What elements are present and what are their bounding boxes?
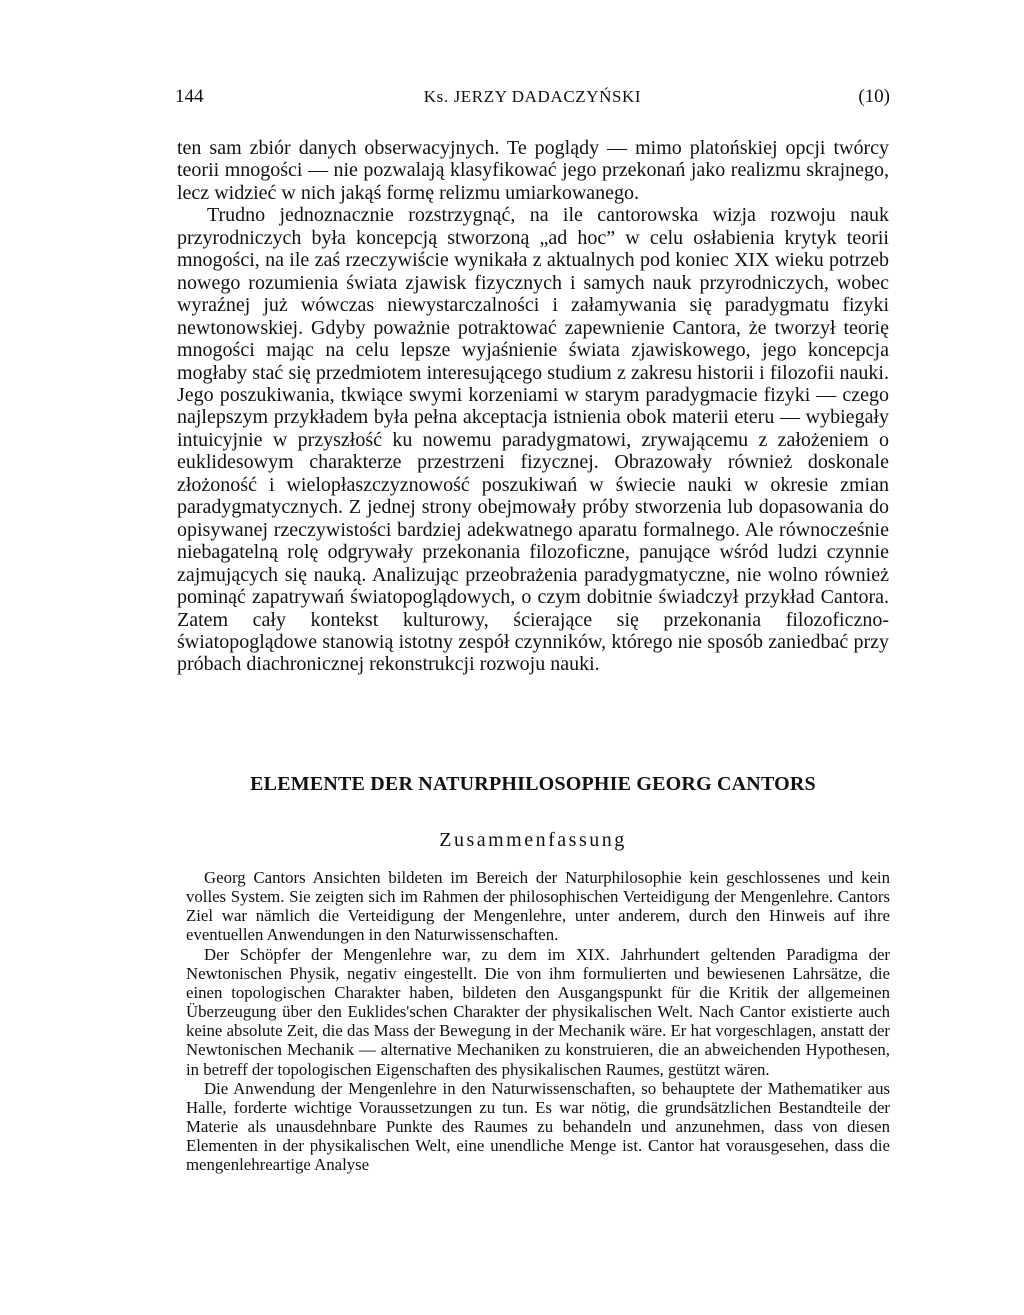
summary-paragraph: Der Schöpfer der Mengenlehre war, zu dem im XIX. Jahrhundert geltenden Paradigma der Newtonischen Physik, negativ eingestellt. Die von ihm formulierten und bewiesenen Lahrsätze, die einen topologischen Charakter haben, bildeten den Ausgangspunkt für die Kritik der allgemeinen Überzeugung über den Euklides'schen Charakter der physikalischen Welt. Nach Cantor existierte auch keine absolute Zeit, die das Mass der Bewegung in der Mechanik wäre. Er hat vorgeschlagen, anstatt der Newtonischen Mechanik — alternative Mechaniken zu konstruieren, die an abweichenden Hypothesen, in betreff der topologischen Eigenschaften des physikalischen Raumes, gestützt wären. [186,944,890,1079]
body-paragraph: Trudno jednoznacznie rozstrzygnąć, na ile cantorowska wizja rozwoju nauk przyrodniczych była koncepcją stworzoną „ad hoc” w celu osłabienia krytyk teorii mnogości, na ile zaś rzeczywiście wynikała z aktualnych pod koniec XIX wieku potrzeb nowego rozumienia świata zjawisk fizycznych i samych nauk przyrodniczych, wobec wyraźnej już wówczas niewystarczalności i załamywania się paradygmatu fizyki newtonowskiej. Gdyby poważnie potraktować zapewnienie Cantora, że tworzył teorię mnogości mając na celu lepsze wyjaśnienie świata zjawiskowego, jego koncepcja mogłaby stać się przedmiotem interesującego studium z zakresu historii i filozofii nauki. Jego poszukiwania, tkwiące swymi korzeniami w starym paradygmacie fizyki — czego najlepszym przykładem była pełna akceptacja istnienia obok materii eteru — wybiegały intuicyjnie w przyszłość ku nowemu paradygmatowi, zrywającemu z założeniem o euklidesowym charakterze przestrzeni fizycznej. Obrazowały również doskonale złożoność i wielopłaszczyznowość poszukiwań w świecie nauki w okresie zmian paradygmatycznych. Z jednej strony obejmowały próby stworzenia lub dopasowania do opisywanej rzeczywistości bardziej adekwatnego aparatu formalnego. Ale równocześnie niebagatelną rolę odgrywały przekonania filozoficzne, panujące wśród ludzi czynnie zajmujących się nauką. Analizując przeobrażenia paradygmatyczne, nie wolno również pominąć zapatrywań światopoglądowych, o czym dobitnie świadczył przykład Cantora. Zatem cały kontekst kulturowy, ścierające się przekonania filozoficzno-światopoglądowe stanowią istotny zespół czynników, którego nie sposób zaniedbać przy próbach diachronicznej rekonstrukcji rozwoju nauki. [177,204,889,676]
section-number: (10) [858,86,890,107]
body-paragraph: ten sam zbiór danych obserwacyjnych. Te poglądy — mimo platońskiej opcji twórcy teorii mnogości — nie pozwalają klasyfikować jego przekonań jako realizmu skrajnego, lecz widzieć w nich jakąś formę relizmu umiarkowanego. [177,137,889,204]
summary-paragraph: Die Anwendung der Mengenlehre in den Naturwissenschaften, so behauptete der Mathematiker aus Halle, forderte wichtige Voraussetzungen zu tun. Es war nötig, die grundsätzlichen Bestandteile der Materie als unausdehnbare Punkte des Raumes zu behandeln und anzunehmen, dass von diesen Elementen in der physikalischen Welt, eine unendliche Menge ist. Cantor hat vorausgesehen, dass die mengenlehreartige Analyse [186,1078,890,1175]
running-header [175,82,890,112]
summary-title: ELEMENTE DER NATURPHILOSOPHIE GEORG CANTORS [250,773,816,795]
running-author: Ks. JERZY DADACZYŃSKI [423,87,642,106]
page-number: 144 [175,86,204,107]
summary-subtitle: Zusammenfassung [439,829,627,851]
summary-body [186,868,890,1175]
summary-paragraph: Georg Cantors Ansichten bildeten im Bereich der Naturphilosophie kein geschlossenes und kein volles System. Sie zeigten sich im Rahmen der philosophischen Verteidigung der Mengenlehre. Cantors Ziel war nämlich die Verteidigung der Mengenlehre, unter anderem, durch den Hinweis auf ihre eventuellen Anwendungen in den Naturwissenschaften. [186,868,890,945]
article-body [177,137,889,676]
